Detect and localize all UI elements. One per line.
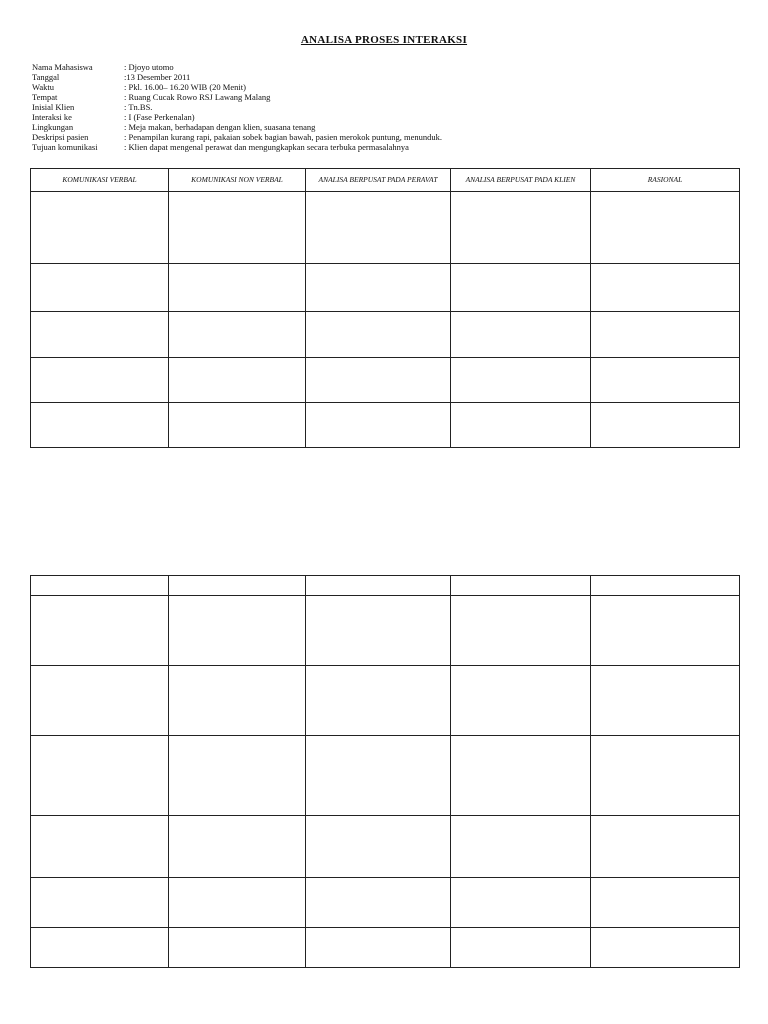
info-value: : Tn.BS.: [124, 102, 153, 112]
table-cell: [591, 312, 740, 358]
info-label: Tanggal: [32, 72, 60, 82]
table-cell: [306, 576, 451, 596]
info-row: [32, 82, 724, 92]
table-cell: [306, 192, 451, 264]
table-cell: [591, 736, 740, 816]
table-cell: [451, 358, 591, 403]
table-row: [31, 403, 740, 448]
info-row: [32, 72, 724, 82]
info-value: : Meja makan, berhadapan dengan klien, suasana tenang: [124, 122, 316, 132]
table-cell: [306, 878, 451, 928]
table-cell: [451, 736, 591, 816]
table-cell: [169, 928, 306, 968]
table-cell: [306, 666, 451, 736]
info-row: [32, 122, 724, 132]
header-verbal: KOMUNIKASI VERBAL: [31, 169, 169, 192]
table-cell: [31, 576, 169, 596]
info-row: [32, 62, 724, 72]
info-block: [32, 62, 724, 152]
table-cell: [31, 264, 169, 312]
table-cell: [591, 666, 740, 736]
table-cell: [306, 596, 451, 666]
table-cell: [451, 666, 591, 736]
info-row: [32, 92, 724, 102]
info-value: : Klien dapat mengenal perawat dan mengungkapkan secara terbuka permasalahnya: [124, 142, 409, 152]
table-cell: [31, 596, 169, 666]
table-cell: [591, 192, 740, 264]
info-row: [32, 112, 724, 122]
info-value: : Penampilan kurang rapi, pakaian sobek bagian bawah, pasien merokok puntung, menunduk.: [124, 132, 442, 142]
table-cell: [451, 878, 591, 928]
table-cell: [169, 736, 306, 816]
info-row: [32, 102, 724, 112]
table-row: [31, 358, 740, 403]
info-label: Deskripsi pasien: [32, 132, 89, 142]
info-row: [32, 132, 724, 142]
table-row: [31, 928, 740, 968]
table-cell: [31, 192, 169, 264]
info-label: Waktu: [32, 82, 54, 92]
table-cell: [591, 596, 740, 666]
table-cell: [31, 403, 169, 448]
table-cell: [451, 596, 591, 666]
table-cell: [451, 264, 591, 312]
table-cell: [306, 264, 451, 312]
table-cell: [591, 403, 740, 448]
table-row: [31, 736, 740, 816]
table-cell: [591, 816, 740, 878]
table-row: [31, 576, 740, 596]
table-cell: [451, 576, 591, 596]
table-cell: [31, 358, 169, 403]
info-value: :13 Desember 2011: [124, 72, 191, 82]
info-value: : I (Fase Perkenalan): [124, 112, 195, 122]
table-cell: [306, 928, 451, 968]
header-analisa-klien: ANALISA BERPUSAT PADA KLIEN: [451, 169, 591, 192]
interaction-table-2: [30, 575, 740, 968]
table-cell: [306, 312, 451, 358]
info-label: Nama Mahasiswa: [32, 62, 93, 72]
header-nonverbal: KOMUNIKASI NON VERBAL: [169, 169, 306, 192]
table-cell: [451, 403, 591, 448]
table-cell: [169, 192, 306, 264]
table-cell: [306, 403, 451, 448]
table-cell: [591, 358, 740, 403]
table-cell: [591, 576, 740, 596]
table-cell: [31, 816, 169, 878]
table-cell: [451, 192, 591, 264]
table-cell: [169, 666, 306, 736]
table-cell: [169, 816, 306, 878]
table-cell: [31, 878, 169, 928]
info-label: Tempat: [32, 92, 58, 102]
table-cell: [169, 358, 306, 403]
table-cell: [169, 878, 306, 928]
document-title: ANALISA PROSES INTERAKSI: [300, 34, 468, 46]
info-label: Inisial Klien: [32, 102, 75, 112]
interaction-table-1: [30, 168, 740, 448]
table-cell: [31, 928, 169, 968]
table-cell: [169, 576, 306, 596]
info-value: : Pkl. 16.00– 16.20 WIB (20 Menit): [124, 82, 246, 92]
table-row: [31, 192, 740, 264]
table-cell: [451, 312, 591, 358]
header-rasional: RASIONAL: [591, 169, 740, 192]
table-header-row: [31, 169, 740, 192]
table-cell: [31, 312, 169, 358]
table-cell: [451, 816, 591, 878]
info-value: : Djoyo utomo: [124, 62, 174, 72]
table-cell: [591, 264, 740, 312]
table-cell: [306, 736, 451, 816]
table-row: [31, 878, 740, 928]
table-row: [31, 596, 740, 666]
info-label: Tujuan komunikasi: [32, 142, 98, 152]
header-analisa-perawat: ANALISA BERPUSAT PADA PERAVAT: [306, 169, 451, 192]
table-row: [31, 264, 740, 312]
table-cell: [591, 878, 740, 928]
table-row: [31, 666, 740, 736]
table-cell: [169, 403, 306, 448]
table-cell: [31, 736, 169, 816]
table-cell: [451, 928, 591, 968]
table-cell: [169, 596, 306, 666]
table-cell: [169, 264, 306, 312]
info-label: Lingkungan: [32, 122, 74, 132]
info-value: : Ruang Cucak Rowo RSJ Lawang Malang: [124, 92, 271, 102]
table-cell: [169, 312, 306, 358]
info-row: [32, 142, 724, 152]
table-cell: [591, 928, 740, 968]
table-cell: [306, 358, 451, 403]
table-cell: [306, 816, 451, 878]
table-row: [31, 816, 740, 878]
table-cell: [31, 666, 169, 736]
table-row: [31, 312, 740, 358]
info-label: Interaksi ke: [32, 112, 72, 122]
